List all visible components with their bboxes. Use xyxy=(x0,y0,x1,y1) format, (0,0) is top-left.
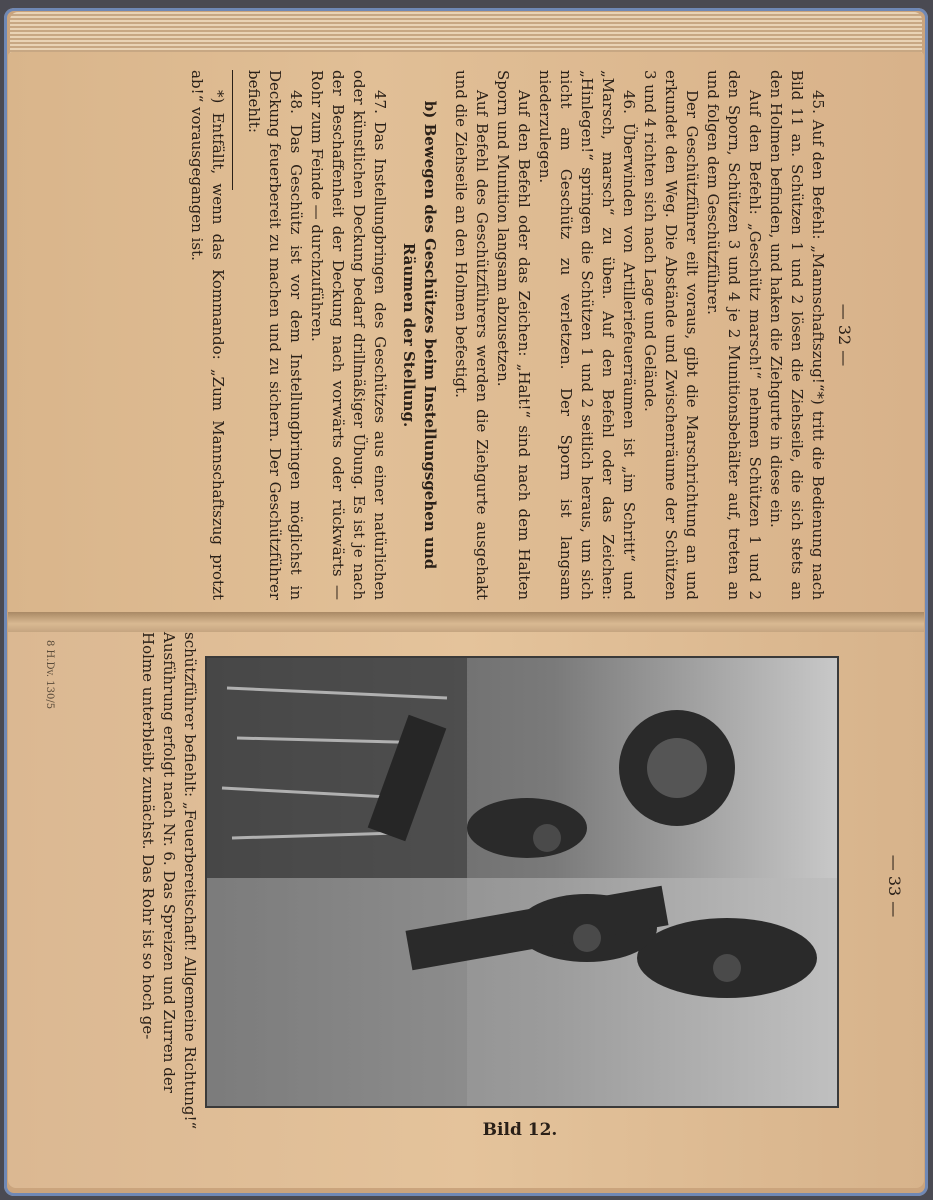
figure-caption: Bild 12. xyxy=(482,1120,558,1140)
paragraph-45c: Der Geschützführer eilt voraus, gibt die Marschrichtung an und erkundet den Weg. Die Abstände und Zwischenräume der Schützen 3 und 4 richten sich nach Lage und Gelände. xyxy=(641,70,701,600)
page-33-text xyxy=(875,630,930,1150)
page-33-lines xyxy=(137,632,200,1132)
page-33-line-2: Ausführung erfolgt nach Nr. 6. Das Spreizen und Zurren der Holme unterbleibt zunächst. Das Rohr ist so hoch ge- xyxy=(139,632,178,1093)
page-33-line-1: schützführer befiehlt: „Feuerbereitschaft! Allgemeine Richtung!“ xyxy=(181,632,199,1130)
paragraph-46c: Auf Befehl des Geschützführers werden die Ziehgurte ausgehakt und die Ziehseile an den Holmen befestigt. xyxy=(452,70,491,600)
margin-note: 8 H.Dv. 130/5 xyxy=(44,640,55,710)
footnote: *) Entfällt, wenn das Kommando: „Zum Mannschaftszug protzt ab!“ vorausgegangen ist. xyxy=(188,70,227,600)
footnote-rule xyxy=(232,70,233,190)
paragraph-45: 45. Auf den Befehl: „Mannschaftszug!“*) tritt die Bedienung nach Bild 11 an. Schützen 1 und 2 lösen die Ziehseile, die sich stets an den Holmen befinden, und haken die Ziehgurte in diese ein. xyxy=(767,70,827,600)
page-number-33: — 33 — xyxy=(885,854,904,918)
paragraph-48: 48. Das Geschütz ist vor dem Instellungbringen möglichst in Deckung feuerbereit zu machen und zu sichern. Der Geschützführer befiehlt: xyxy=(245,70,305,600)
paragraph-45b: Auf den Befehl: „Geschütz marsch!“ nehmen Schützen 1 und 2 den Sporn, Schützen 3 und 4 je 2 Munitionsbehälter auf, treten an und folgen dem Geschützführer. xyxy=(704,70,764,600)
page-32 xyxy=(75,70,855,600)
photo-image xyxy=(207,658,837,1106)
photo-soldiers-gun xyxy=(205,656,839,1108)
paragraph-46b: Auf den Befehl oder das Zeichen: „Halt!“ sind nach dem Halten Sporn und Munition langsam abzusetzen. xyxy=(494,70,533,600)
page-number-32: — 32 — xyxy=(835,303,854,367)
paragraph-46: 46. Überwinden von Artilleriefeuerräumen ist „im Schritt“ und „Marsch, marsch“ zu üben. Auf den Befehl oder das Zeichen: „Hinlegen!“ springen die Schützen 1 und 2 seitlich heraus, um sich nicht am Geschütz zu verletzen. Der Sporn ist langsam niederzulegen. xyxy=(536,70,638,600)
section-heading: b) Bewegen des Geschützes beim Instellungsgehen und Räumen der Stellung. xyxy=(400,100,439,570)
paragraph-47: 47. Das Instellungbringen des Geschützes aus einer natürlichen oder künstlichen Deckung bedarf drillmäßiger Übung. Es ist je nach der Beschaffenheit der Deckung nach vorwärts oder rückwärts — Rohr zum Feinde — durchzuführen. xyxy=(308,70,389,600)
